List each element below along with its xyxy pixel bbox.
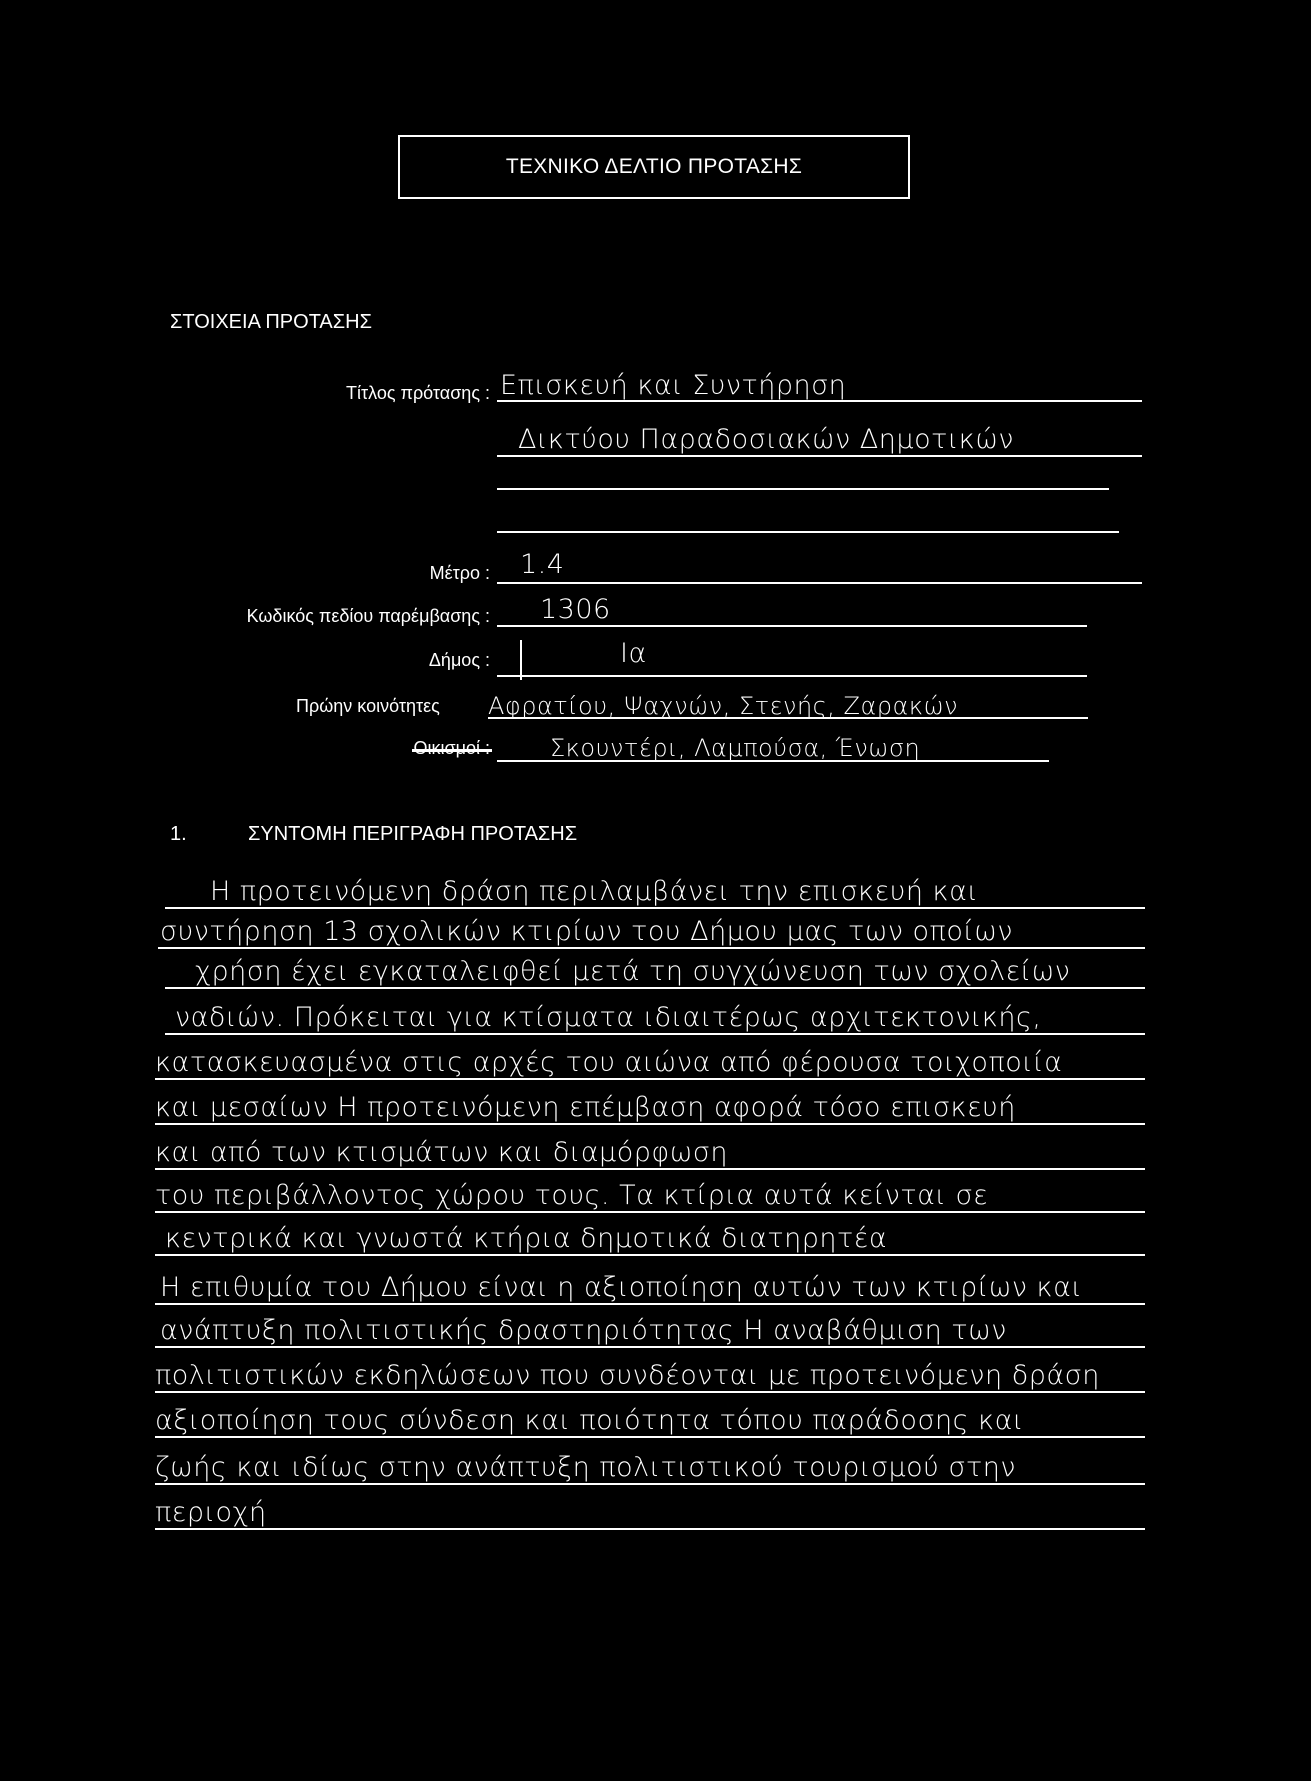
description-line: και μεσαίων Η προτεινόμενη επέμβαση αφορά τόσο επισκευή — [155, 1092, 1016, 1123]
measure-value: 1.4 — [520, 549, 565, 580]
description-line: κατασκευασμένα στις αρχές του αιώνα από φέρουσα τοιχοποιία — [155, 1047, 1063, 1078]
description-line: Η προτεινόμενη δράση περιλαμβάνει την επισκευή και — [210, 876, 979, 907]
title-underline-1 — [497, 400, 1142, 402]
municipality-label: Δήμος : — [428, 650, 490, 670]
short-description-heading: ΣΥΝΤΟΜΗ ΠΕΡΙΓΡΑΦΗ ΠΡΟΤΑΣΗΣ — [248, 823, 578, 845]
title-underline-4 — [497, 531, 1119, 533]
description-underline — [165, 907, 1145, 909]
title-line-4 — [500, 500, 1100, 534]
description-underline — [155, 1123, 1145, 1125]
description-underline — [155, 1168, 1145, 1170]
title-underline-3 — [497, 488, 1109, 490]
description-line: πολιτιστικών εκδηλώσεων που συνδέονται με προτεινόμενη δράση — [155, 1360, 1100, 1391]
description-line: ζωής και ιδίως στην ανάπτυξη πολιτιστικού τουρισμού στην — [155, 1452, 1016, 1483]
section-number: 1. — [170, 823, 187, 845]
municipality-mark — [520, 640, 522, 680]
description-underline — [155, 1391, 1145, 1393]
description-underline — [155, 1254, 1145, 1256]
description-line: Η επιθυμία του Δήμου είναι η αξιοποίηση αυτών των κτιρίων και — [160, 1272, 1083, 1303]
settlements-underline — [497, 760, 1049, 762]
document-title: ΤΕΧΝΙΚΟ ΔΕΛΤΙΟ ΠΡΟΤΑΣΗΣ — [398, 135, 910, 199]
description-underline — [158, 947, 1145, 949]
title-line-2: Δικτύου Παραδοσιακών Δημοτικών — [518, 424, 1015, 455]
description-underline — [155, 1528, 1145, 1530]
description-line: ναδιών. Πρόκειται για κτίσματα ιδιαιτέρως αρχιτεκτονικής, — [175, 1002, 1042, 1033]
description-underline — [155, 1303, 1145, 1305]
title-underline-2 — [497, 455, 1142, 457]
former-communities-underline — [488, 717, 1088, 719]
proposal-details-heading: ΣΤΟΙΧΕΙΑ ΠΡΟΤΑΣΗΣ — [170, 311, 372, 333]
description-underline — [155, 1483, 1145, 1485]
description-underline — [155, 1346, 1145, 1348]
description-line: κεντρικά και γνωστά κτήρια δημοτικά διατηρητέα — [165, 1223, 888, 1254]
measure-label: Μέτρο : — [429, 563, 490, 583]
description-underline — [165, 1033, 1145, 1035]
description-line: ανάπτυξη πολιτιστικής δραστηριότητας Η αναβάθμιση των — [160, 1315, 1007, 1346]
description-line: περιοχή — [155, 1497, 267, 1528]
intervention-code-label: Κωδικός πεδίου παρέμβασης : — [246, 606, 490, 626]
description-line: συντήρηση 13 σχολικών κτιρίων του Δήμου μας των οποίων — [160, 916, 1013, 947]
intervention-code-value: 1306 — [540, 594, 611, 625]
municipality-underline — [497, 675, 1087, 677]
description-line: αξιοποίηση τους σύνδεση και ποιότητα τόπου παράδοσης και — [155, 1405, 1024, 1436]
title-label: Τίτλος πρότασης : — [346, 383, 490, 403]
measure-underline — [497, 582, 1142, 584]
description-line: και από των κτισμάτων και διαμόρφωση — [155, 1137, 729, 1168]
intervention-code-underline — [497, 625, 1087, 627]
former-communities-value: Αφρατίου, Ψαχνών, Στενής, Ζαρακών — [488, 692, 959, 720]
description-line: του περιβάλλοντος χώρου τους. Τα κτίρια αυτά κείνται σε — [155, 1180, 989, 1211]
description-underline — [155, 1436, 1145, 1438]
description-line: χρήση έχει εγκαταλειφθεί μετά τη συγχώνευση των σχολείων — [195, 956, 1071, 987]
settlements-value: Σκουντέρι, Λαμπούσα, Ένωση — [550, 734, 921, 762]
description-underline — [155, 1078, 1145, 1080]
municipality-value: Ια — [620, 638, 647, 669]
description-underline — [155, 1211, 1145, 1213]
former-communities-label: Πρώην κοινότητες — [296, 696, 440, 716]
description-underline — [165, 987, 1145, 989]
struck-settlements-label: Οικισμοί : — [413, 738, 490, 758]
title-line-1: Επισκευή και Συντήρηση — [500, 370, 847, 401]
